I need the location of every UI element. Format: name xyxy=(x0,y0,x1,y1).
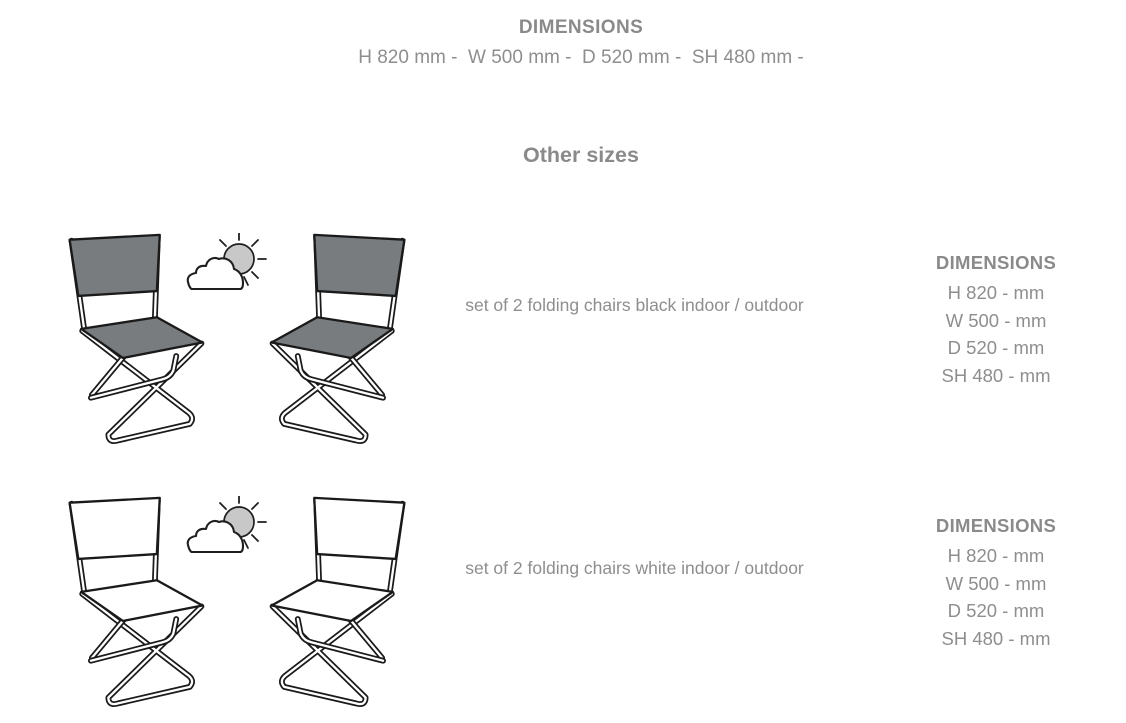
product-description: set of 2 folding chairs white indoor / outdoor xyxy=(465,558,804,578)
dimensions-block-title: DIMENSIONS xyxy=(935,515,1057,536)
product-row-black xyxy=(0,225,1126,460)
dimension-seat-height: SH 480 - mm xyxy=(941,627,1051,649)
folding-chair-right-icon xyxy=(258,231,418,452)
dimension-height: H 820 - mm xyxy=(947,545,1045,566)
product-description: set of 2 folding chairs black indoor / outdoor xyxy=(465,295,804,315)
dimension-height: H 820 - mm xyxy=(947,282,1045,303)
product-row-white xyxy=(0,488,1126,723)
dimensions-summary: H 820 mm - W 500 mm - D 520 mm - SH 480 mm - xyxy=(358,47,804,68)
product-description-container xyxy=(462,225,851,317)
dimension-width: W 500 - mm xyxy=(945,572,1047,594)
dimension-depth: D 520 - mm xyxy=(947,600,1045,621)
dimensions-block-title: DIMENSIONS xyxy=(935,252,1057,273)
dimensions-header xyxy=(0,0,1126,69)
other-sizes-title: Other sizes xyxy=(523,143,639,167)
chair-illustration xyxy=(42,225,462,460)
page-title: DIMENSIONS xyxy=(518,17,644,38)
dimension-depth: D 520 - mm xyxy=(947,337,1045,358)
product-description-container xyxy=(462,488,851,580)
folding-chair-right-icon xyxy=(258,494,418,715)
dimensions-block xyxy=(851,488,1126,652)
dimension-seat-height: SH 480 - mm xyxy=(941,364,1051,386)
dimension-width: W 500 - mm xyxy=(945,309,1047,331)
chair-illustration xyxy=(42,488,462,723)
dimensions-block xyxy=(851,225,1126,389)
